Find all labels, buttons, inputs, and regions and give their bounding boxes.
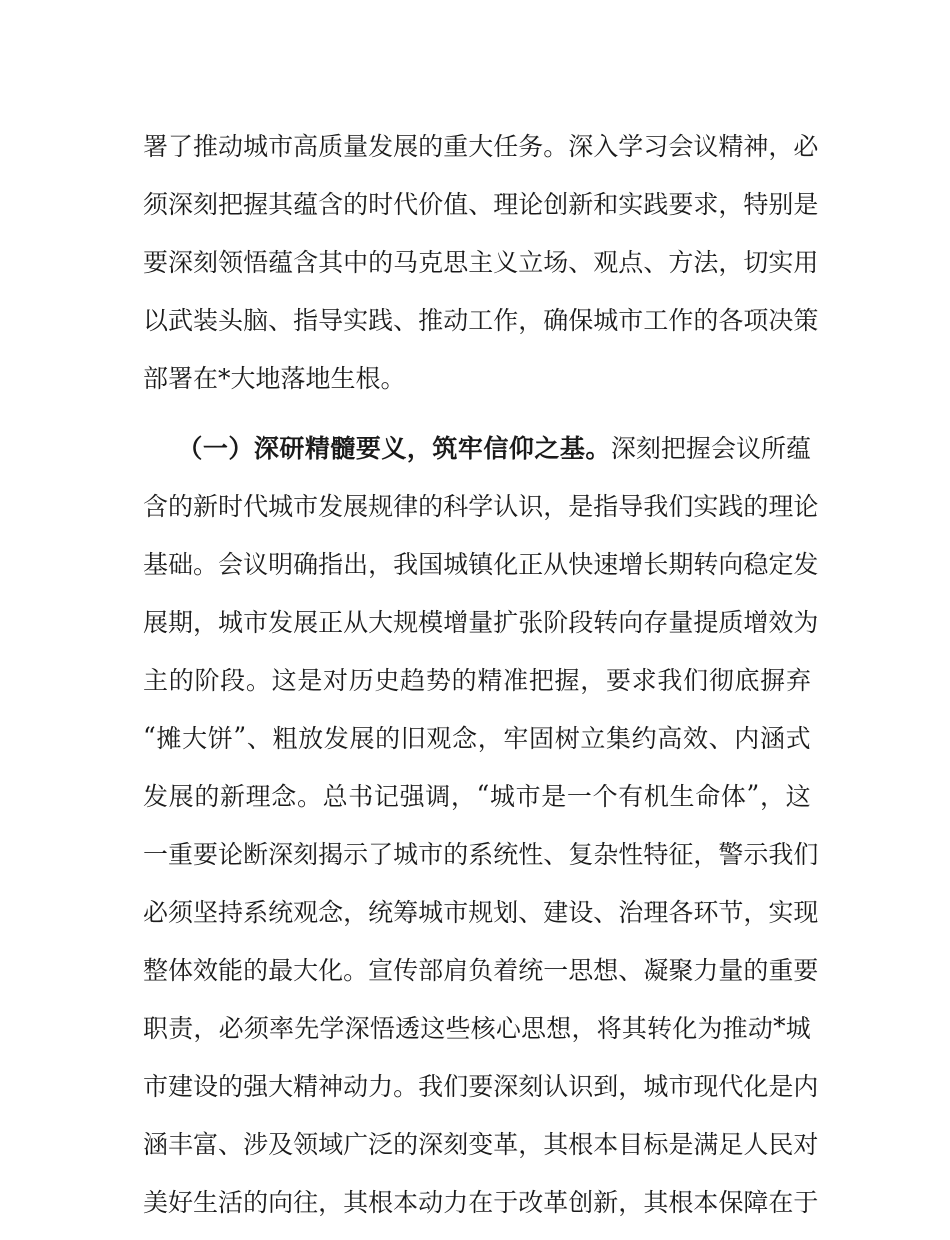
text-line: 部署在*大地落地生根。 xyxy=(143,363,406,393)
text-line: 发 展 的 新 理 念 。 总 书 记 强 调 ， “ 城 市 是 一 个 有 机 生 命 体 ” ， 这 xyxy=(143,780,811,811)
text-line: 署 了 推 动 城 市 高 质 量 发 展 的 重 大 任 务 。 深 入 学 习 会 议 精 神 ， 必 xyxy=(143,131,819,161)
text-line: 要 深 刻 领 悟 蕴 含 其 中 的 马 克 思 主 义 立 场 、 观 点 、 方 法 ， 切 实 用 xyxy=(143,247,819,277)
text-line: 职 责 ， 必 须 率 先 学 深 悟 透 这 些 核 心 思 想 ， 将 其 转 化 为 推 动 * 城 xyxy=(143,1012,811,1043)
text-line: “ 摊 大 饼 ” 、 粗 放 发 展 的 旧 观 念 ， 牢 固 树 立 集 约 高 效 、 内 涵 式 xyxy=(143,722,811,753)
section-heading: （一）深研精髓要义，筑牢信仰之基。 xyxy=(177,433,611,463)
text-line: 深 刻 把 握 会 议 所 蕴 xyxy=(610,433,811,463)
text-line: 美 好 生 活 的 向 往 ， 其 根 本 动 力 在 于 改 革 创 新 ， 其 根 本 保 障 在 于 xyxy=(143,1187,819,1217)
text-line: 含 的 新 时 代 城 市 发 展 规 律 的 科 学 认 识 ， 是 指 导 我 们 实 践 的 理 论 xyxy=(143,491,819,521)
text-line: 整 体 效 能 的 最 大 化 。 宣 传 部 肩 负 着 统 一 思 想 、 凝 聚 力 量 的 重 要 xyxy=(143,955,819,985)
paragraph-section-one xyxy=(143,428,819,1219)
text-line: 以 武 装 头 脑 、 指 导 实 践 、 推 动 工 作 ， 确 保 城 市 工 作 的 各 项 决 策 xyxy=(143,305,819,335)
document-page xyxy=(143,126,819,1240)
text-line: 主 的 阶 段 。 这 是 对 历 史 趋 势 的 精 准 把 握 ， 要 求 我 们 彻 底 摒 弃 xyxy=(143,665,811,695)
text-line: 市 建 设 的 强 大 精 神 动 力 。 我 们 要 深 刻 认 识 到 ， 城 市 现 代 化 是 内 xyxy=(143,1071,819,1101)
text-line: 展 期 ， 城 市 发 展 正 从 大 规 模 增 量 扩 张 阶 段 转 向 存 量 提 质 增 效 为 xyxy=(143,607,819,637)
section-heading-line xyxy=(143,428,811,465)
text-line: 基 础 。 会 议 明 确 指 出 ， 我 国 城 镇 化 正 从 快 速 增 长 期 转 向 稳 定 发 xyxy=(143,549,819,579)
text-line: 一 重 要 论 断 深 刻 揭 示 了 城 市 的 系 统 性 、 复 杂 性 特 征 ， 警 示 我 们 xyxy=(143,839,819,869)
text-line: 涵 丰 富 、 涉 及 领 域 广 泛 的 深 刻 变 革 ， 其 根 本 目 标 是 满 足 人 民 对 xyxy=(143,1129,819,1159)
text-line: 必 须 坚 持 系 统 观 念 ， 统 筹 城 市 规 划 、 建 设 、 治 理 各 环 节 ， 实 现 xyxy=(143,897,819,927)
text-line: 须 深 刻 把 握 其 蕴 含 的 时 代 价 值 、 理 论 创 新 和 实 践 要 求 ， 特 别 是 xyxy=(143,189,819,219)
paragraph-intro xyxy=(143,126,819,395)
